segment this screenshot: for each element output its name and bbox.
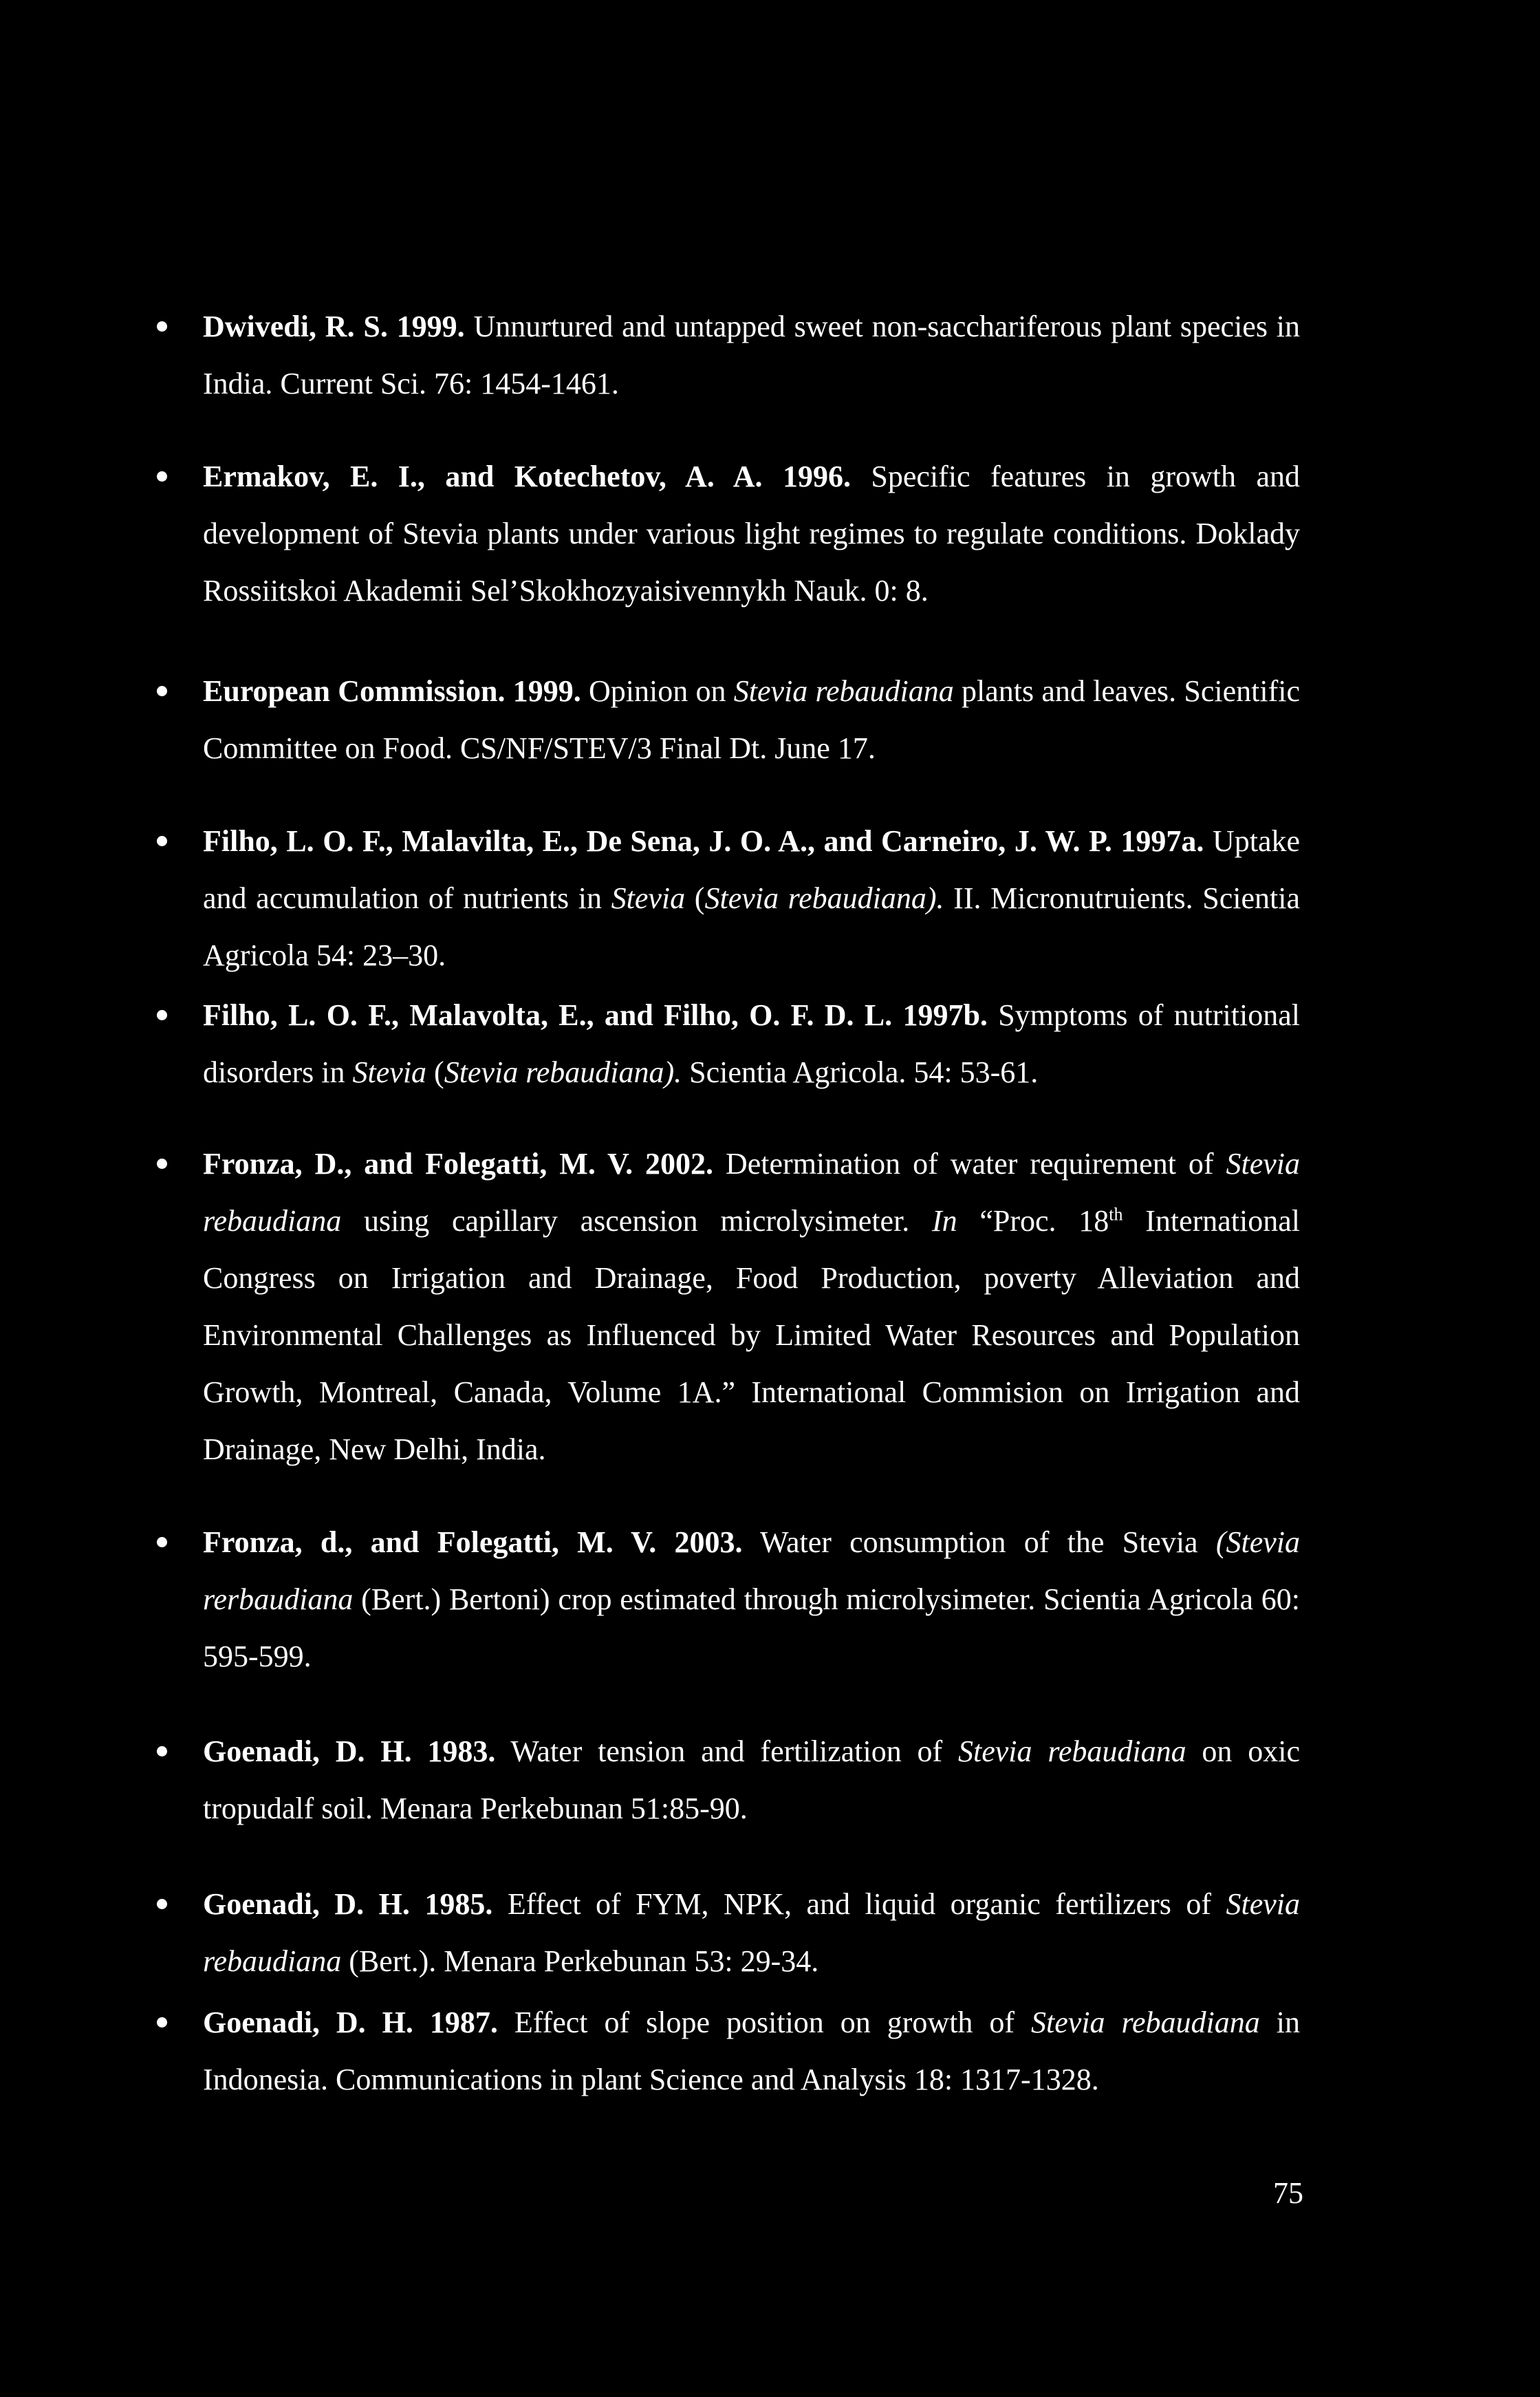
reference-text: Symptoms of nutritional disorders in: [203, 998, 1300, 1089]
reference-item: [203, 1135, 1300, 1478]
reference-text: on oxic tropudalf soil. Menara Perkebunan 51:85-90.: [203, 1734, 1300, 1825]
bullet-icon: [148, 1723, 175, 1780]
reference-item: [203, 813, 1300, 984]
species-name: Stevia rebaudiana: [1031, 2006, 1260, 2039]
reference-text: in Indonesia. Communications in plant Science and Analysis 18: 1317-1328.: [203, 2006, 1300, 2096]
reference-text: Specific features in growth and development of Stevia plants under various light regimes to regulate conditions. Doklady Rossiitskoi Akademii Sel’Skokhozyaisivennykh Nauk. 0: 8.: [203, 460, 1301, 608]
species-name: (Stevia rerbaudiana: [203, 1525, 1300, 1616]
reference-item: [203, 1723, 1300, 1837]
bullet-icon: [148, 813, 175, 870]
reference-authors: Goenadi, D. H. 1987.: [203, 2006, 498, 2039]
reference-text: International Congress on Irrigation and Drainage, Food Production, poverty Alleviation and Environmental Challenges as Influenced by Limited Water Resources and Population Growth, Montreal, Canada, Volume 1A.” International Commision on Irrigation and Drainage, New Delhi, India.: [203, 1204, 1300, 1466]
bullet-icon: [148, 298, 175, 355]
reference-text: (: [685, 881, 705, 915]
reference-text: (Bert.). Menara Perkebunan 53: 29-34.: [341, 1944, 819, 1978]
species-name: Stevia rebaudiana: [733, 674, 954, 708]
reference-item: [203, 987, 1300, 1101]
bullet-icon: [148, 987, 175, 1044]
bullet-icon: [148, 1135, 175, 1192]
reference-item: [203, 1994, 1300, 2108]
reference-authors: Ermakov, E. I., and Kotechetov, A. A. 1996.: [203, 460, 851, 493]
reference-authors: Goenadi, D. H. 1983.: [203, 1734, 496, 1768]
reference-item: [203, 1514, 1300, 1685]
reference-authors: Dwivedi, R. S. 1999.: [203, 310, 465, 343]
reference-text: Scientia Agricola. 54: 53-61.: [682, 1055, 1039, 1089]
reference-text: (Bert.) Bertoni) crop estimated through microlysimeter. Scientia Agricola 60: 595-599.: [203, 1582, 1300, 1673]
reference-authors: European Commission. 1999.: [203, 674, 581, 708]
in-word: In: [932, 1204, 957, 1238]
reference-text: II. Micronutruients. Scientia Agricola 54: 23–30.: [203, 881, 1301, 972]
reference-text: (: [426, 1055, 444, 1089]
reference-text: Water tension and fertilization of: [495, 1734, 958, 1768]
species-name: Stevia: [352, 1055, 427, 1089]
reference-item: [203, 1875, 1300, 1990]
reference-text: Determination of water requirement of: [713, 1147, 1226, 1181]
species-name: Stevia rebaudiana: [203, 1147, 1300, 1238]
reference-text: Effect of FYM, NPK, and liquid organic fertilizers of: [492, 1887, 1226, 1921]
reference-text: Effect of slope position on growth of: [497, 2006, 1032, 2039]
reference-text: plants and leaves. Scientific Committee on Food. CS/NF/STEV/3 Final Dt. June 17.: [203, 674, 1300, 765]
bullet-icon: [148, 1875, 175, 1933]
reference-text: “Proc. 18: [957, 1204, 1109, 1238]
bullet-icon: [148, 663, 175, 720]
reference-text: Opinion on: [581, 674, 734, 708]
reference-authors: Filho, L. O. F., Malavolta, E., and Filho, O. F. D. L. 1997b.: [203, 998, 988, 1032]
reference-text: using capillary ascension microlysimeter.: [341, 1204, 933, 1238]
species-name: Stevia rebaudiana).: [444, 1055, 682, 1089]
reference-text: Water consumption of the Stevia: [742, 1525, 1216, 1559]
species-name: Stevia rebaudiana: [958, 1734, 1186, 1768]
bullet-icon: [148, 448, 175, 505]
bullet-icon: [148, 1514, 175, 1571]
reference-authors: Fronza, d., and Folegatti, M. V. 2003.: [203, 1525, 743, 1559]
reference-item: [203, 663, 1300, 777]
reference-text: Unnurtured and untapped sweet non-sacchariferous plant species in India. Current Sci. 76: 1454-1461.: [203, 310, 1300, 400]
species-name: Stevia rebaudiana: [203, 1887, 1300, 1978]
reference-authors: Fronza, D., and Folegatti, M. V. 2002.: [203, 1147, 714, 1181]
reference-item: [203, 298, 1300, 412]
species-name: Stevia rebaudiana).: [704, 881, 944, 915]
bullet-icon: [148, 1994, 175, 2051]
species-name: Stevia: [611, 881, 686, 915]
page-number: 75: [1273, 2176, 1303, 2210]
ordinal-suffix: th: [1109, 1204, 1123, 1225]
reference-text: Uptake and accumulation of nutrients in: [203, 824, 1301, 915]
reference-authors: Goenadi, D. H. 1985.: [203, 1887, 493, 1921]
reference-item: [203, 448, 1300, 619]
reference-authors: Filho, L. O. F., Malavilta, E., De Sena, J. O. A., and Carneiro, J. W. P. 1997a.: [203, 824, 1204, 858]
